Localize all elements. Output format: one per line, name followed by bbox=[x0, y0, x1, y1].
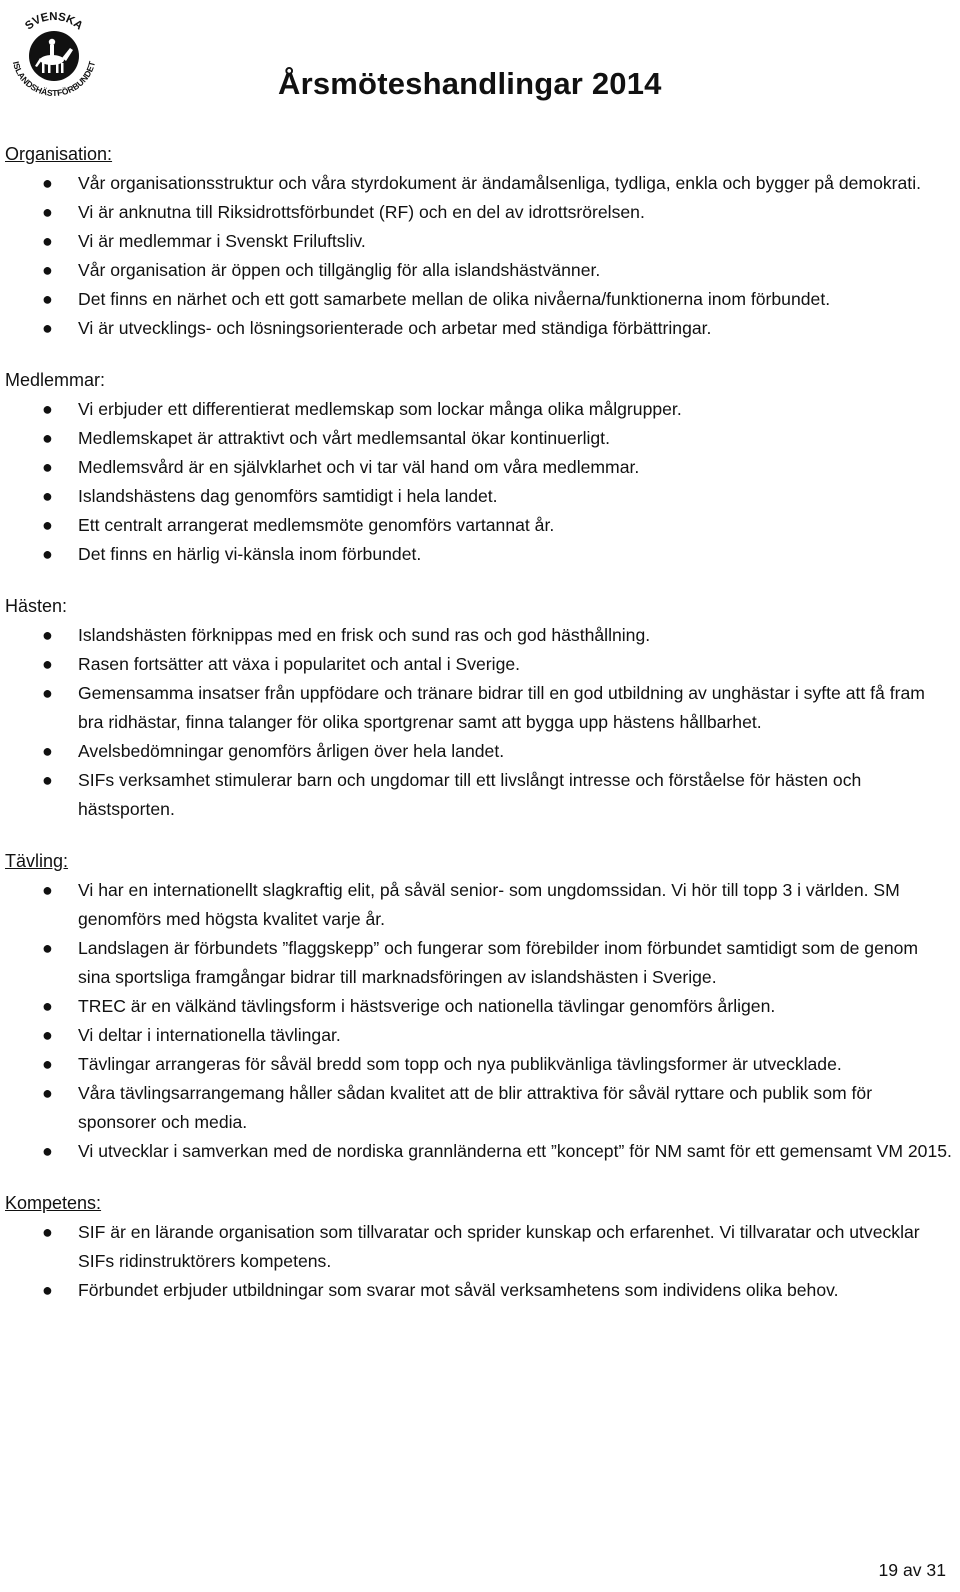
list-item: ● Landslagen är förbundets ”flaggskepp” och fungerar som förebilder inom förbundet samtidigt som de genom sina sportsliga framgångar bidrar till marknadsföringen av islandshästen i Sverige. bbox=[5, 934, 955, 992]
horse-rider-emblem-icon bbox=[4, 4, 104, 104]
list-item: ● Rasen fortsätter att växa i popularitet och antal i Sverige. bbox=[5, 650, 955, 679]
list-item: ● Det finns en närhet och ett gott samarbete mellan de olika nivåerna/funktionerna inom förbundet. bbox=[5, 285, 955, 314]
list-item: ● Islandshästen förknippas med en frisk och sund ras och god hästhållning. bbox=[5, 621, 955, 650]
list-item: ● Vi är utvecklings- och lösningsorienterade och arbetar med ständiga förbättringar. bbox=[5, 314, 955, 343]
bullet-icon: ● bbox=[42, 515, 53, 535]
organization-logo bbox=[4, 4, 104, 104]
bullet-icon: ● bbox=[42, 625, 53, 645]
bullet-icon: ● bbox=[42, 1025, 53, 1045]
list-item: ● Vi utvecklar i samverkan med de nordiska grannländerna ett ”koncept” för NM samt för ett gemensamt VM 2015. bbox=[5, 1137, 955, 1166]
bullet-icon: ● bbox=[42, 173, 53, 193]
list-item: ● Tävlingar arrangeras för såväl bredd som topp och nya publikvänliga tävlingsformer är utvecklade. bbox=[5, 1050, 955, 1079]
list-item: ● SIF är en lärande organisation som tillvaratar och sprider kunskap och erfarenhet. Vi tillvaratar och utvecklar SIFs ridinstruktörers kompetens. bbox=[5, 1218, 955, 1276]
list-medlemmar bbox=[5, 395, 955, 569]
bullet-icon: ● bbox=[42, 996, 53, 1016]
bullet-icon: ● bbox=[42, 683, 53, 703]
document-body bbox=[5, 140, 955, 1328]
bullet-icon: ● bbox=[42, 544, 53, 564]
bullet-icon: ● bbox=[42, 399, 53, 419]
list-item: ● Vi deltar i internationella tävlingar. bbox=[5, 1021, 955, 1050]
list-item: ● Vår organisation är öppen och tillgänglig för alla islandshästvänner. bbox=[5, 256, 955, 285]
section-heading-kompetens: Kompetens: bbox=[5, 1193, 102, 1213]
bullet-icon: ● bbox=[42, 741, 53, 761]
list-item: ● SIFs verksamhet stimulerar barn och ungdomar till ett livslångt intresse och förståelse för hästen och hästsporten. bbox=[5, 766, 955, 824]
bullet-icon: ● bbox=[42, 654, 53, 674]
page-number: 19 av 31 bbox=[878, 1560, 946, 1580]
list-item: ● Det finns en härlig vi-känsla inom förbundet. bbox=[5, 540, 955, 569]
section-heading-tavling: Tävling: bbox=[5, 851, 69, 871]
list-item: ● Vi har en internationellt slagkraftig elit, på såväl senior- som ungdomssidan. Vi hör till topp 3 i världen. SM genomförs med högsta kvalitet varje år. bbox=[5, 876, 955, 934]
list-hasten bbox=[5, 621, 955, 824]
list-item: ● Gemensamma insatser från uppfödare och tränare bidrar till en god utbildning av unghästar i syfte att få fram bra ridhästar, finna talanger för olika sportgrenar samt att bygga upp hästens hållbarhet. bbox=[5, 679, 955, 737]
section-heading-medlemmar: Medlemmar: bbox=[5, 370, 106, 390]
list-item: ● TREC är en välkänd tävlingsform i hästsverige och nationella tävlingar genomförs årligen. bbox=[5, 992, 955, 1021]
list-kompetens bbox=[5, 1218, 955, 1305]
list-item: ● Vi är anknutna till Riksidrottsförbundet (RF) och en del av idrottsrörelsen. bbox=[5, 198, 955, 227]
bullet-icon: ● bbox=[42, 231, 53, 251]
svg-text:SVENSKA bbox=[23, 11, 85, 33]
list-organisation bbox=[5, 169, 955, 343]
list-tavling bbox=[5, 876, 955, 1166]
bullet-icon: ● bbox=[42, 486, 53, 506]
bullet-icon: ● bbox=[42, 1083, 53, 1103]
list-item: ● Medlemskapet är attraktivt och vårt medlemsantal ökar kontinuerligt. bbox=[5, 424, 955, 453]
logo-text-bottom: ISLANDSHÄSTFÖRBUNDET bbox=[10, 60, 98, 99]
bullet-icon: ● bbox=[42, 428, 53, 448]
list-item: ● Förbundet erbjuder utbildningar som svarar mot såväl verksamhetens som individens olika behov. bbox=[5, 1276, 955, 1305]
list-item: ● Avelsbedömningar genomförs årligen över hela landet. bbox=[5, 737, 955, 766]
bullet-icon: ● bbox=[42, 1054, 53, 1074]
list-item: ● Ett centralt arrangerat medlemsmöte genomförs vartannat år. bbox=[5, 511, 955, 540]
list-item: ● Vår organisationsstruktur och våra styrdokument är ändamålsenliga, tydliga, enkla och bygger på demokrati. bbox=[5, 169, 955, 198]
document-title: Årsmöteshandlingar 2014 bbox=[278, 66, 662, 101]
bullet-icon: ● bbox=[42, 318, 53, 338]
bullet-icon: ● bbox=[42, 1280, 53, 1300]
bullet-icon: ● bbox=[42, 457, 53, 477]
list-item: ● Vi är medlemmar i Svenskt Friluftsliv. bbox=[5, 227, 955, 256]
bullet-icon: ● bbox=[42, 260, 53, 280]
section-heading-organisation: Organisation: bbox=[5, 144, 113, 164]
bullet-icon: ● bbox=[42, 770, 53, 790]
bullet-icon: ● bbox=[42, 1222, 53, 1242]
bullet-icon: ● bbox=[42, 880, 53, 900]
bullet-icon: ● bbox=[42, 938, 53, 958]
bullet-icon: ● bbox=[42, 289, 53, 309]
list-item: ● Medlemsvård är en självklarhet och vi tar väl hand om våra medlemmar. bbox=[5, 453, 955, 482]
bullet-icon: ● bbox=[42, 1141, 53, 1161]
list-item: ● Islandshästens dag genomförs samtidigt i hela landet. bbox=[5, 482, 955, 511]
list-item: ● Vi erbjuder ett differentierat medlemskap som lockar många olika målgrupper. bbox=[5, 395, 955, 424]
bullet-icon: ● bbox=[42, 202, 53, 222]
logo-text-top: SVENSKA bbox=[23, 10, 85, 33]
list-item: ● Våra tävlingsarrangemang håller sådan kvalitet att de blir attraktiva för såväl ryttare och publik som för sponsorer och media. bbox=[5, 1079, 955, 1137]
section-heading-hasten: Hästen: bbox=[5, 596, 68, 616]
